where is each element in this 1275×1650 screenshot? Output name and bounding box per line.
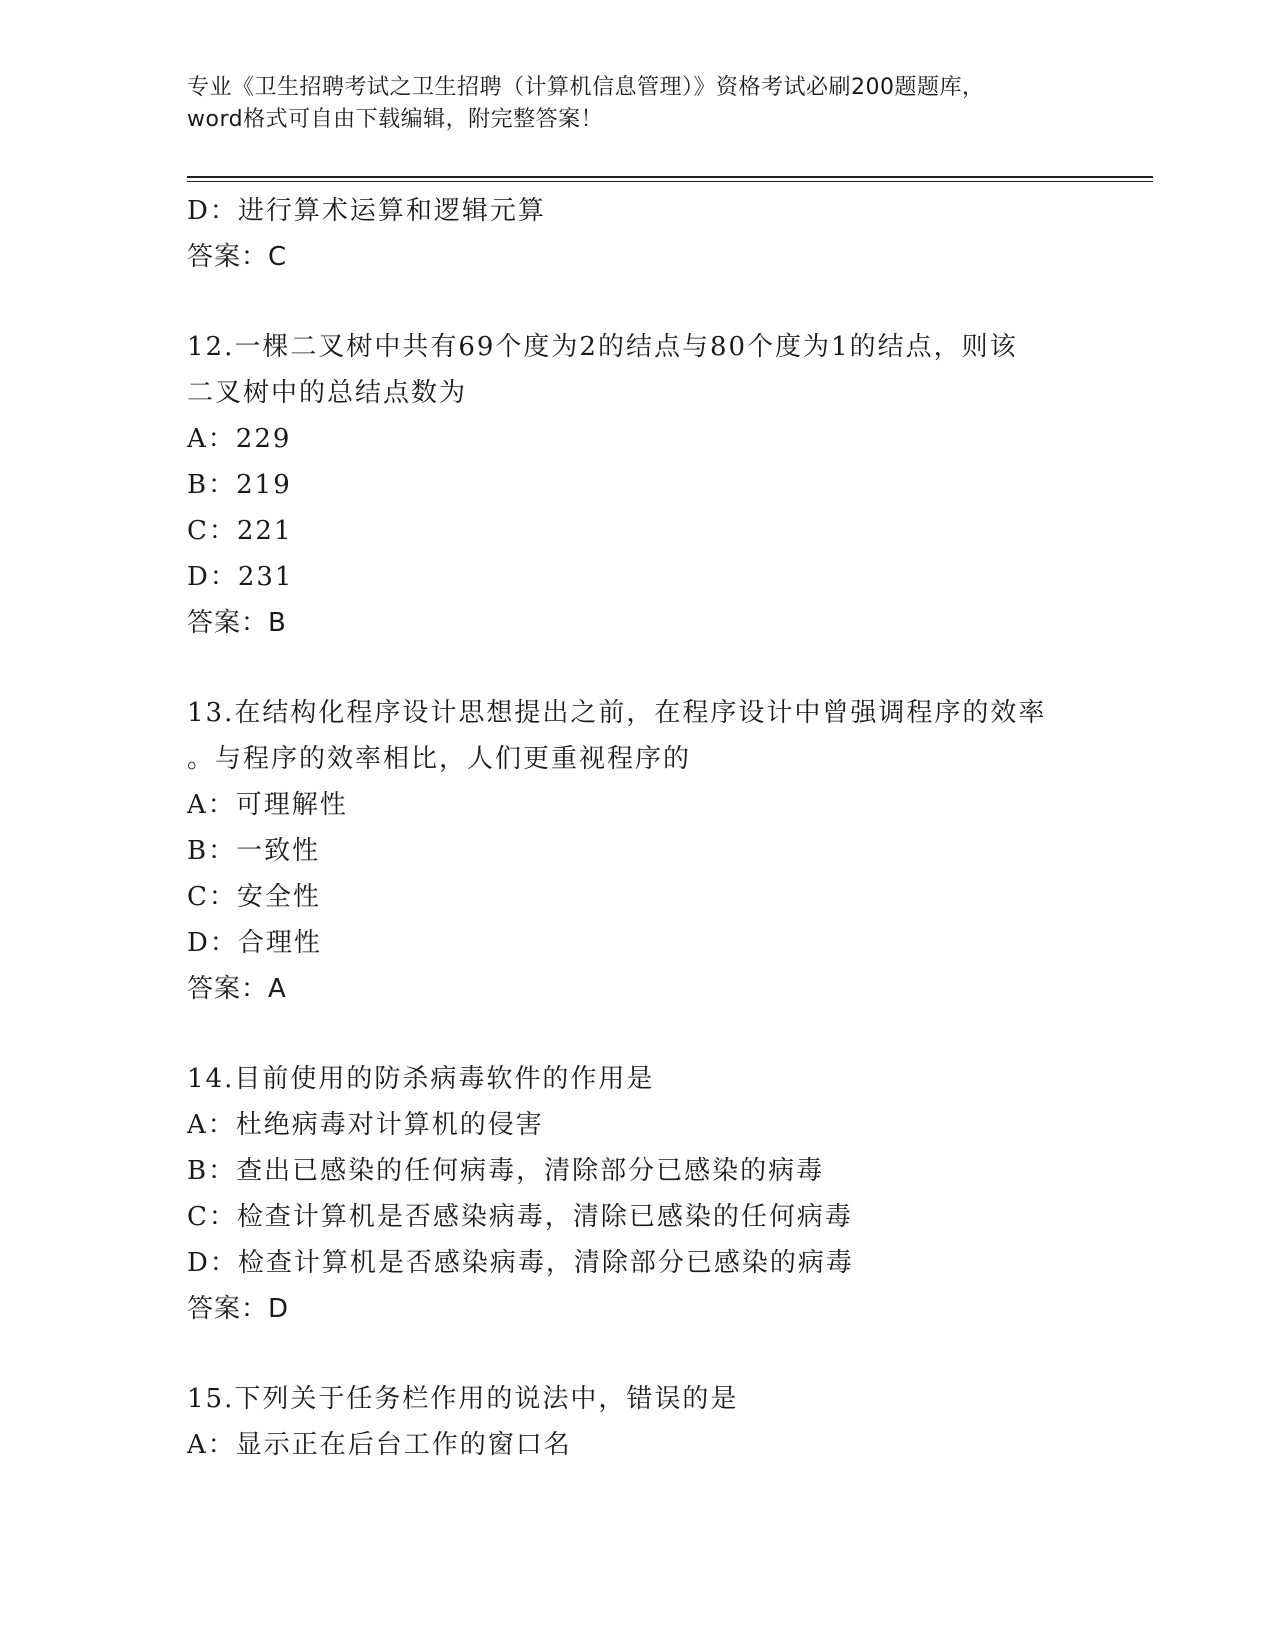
question-stem: 15.下列关于任务栏作用的说法中，错误的是 xyxy=(187,1384,739,1414)
question-list xyxy=(187,188,1107,1468)
header-line-1: 专业《卫生招聘考试之卫生招聘（计算机信息管理）》资格考试必刷200题题库， xyxy=(187,75,985,100)
question-stem: 12.一棵二叉树中共有69个度为2的结点与80个度为1的结点，则该 xyxy=(187,332,1018,362)
question-13 xyxy=(187,690,1107,1012)
option-a: A：显示正在后台工作的窗口名 xyxy=(187,1430,572,1460)
question-stem: 13.在结构化程序设计思想提出之前，在程序设计中曾强调程序的效率 xyxy=(187,698,1047,728)
question-stem-cont: 二叉树中的总结点数为 xyxy=(187,378,468,408)
option-b: B：一致性 xyxy=(187,836,321,866)
option-a: A：可理解性 xyxy=(187,790,348,820)
question-14 xyxy=(187,1056,1107,1332)
answer-line: 答案：C xyxy=(187,242,288,272)
question-stem-cont: 。与程序的效率相比，人们更重视程序的 xyxy=(187,744,692,774)
option-a: A：杜绝病毒对计算机的侵害 xyxy=(187,1110,544,1140)
question-11-fragment xyxy=(187,188,1107,280)
question-15 xyxy=(187,1376,1107,1468)
answer-line: 答案：B xyxy=(187,608,287,638)
answer-line: 答案：A xyxy=(187,974,287,1004)
question-12 xyxy=(187,324,1107,646)
option-a: A：229 xyxy=(187,424,292,454)
option-c: C：检查计算机是否感染病毒，清除已感染的任何病毒 xyxy=(187,1202,853,1232)
question-stem: 14.目前使用的防杀病毒软件的作用是 xyxy=(187,1064,655,1094)
header-line-2: word格式可自由下载编辑，附完整答案！ xyxy=(187,107,604,132)
option-d: D：检查计算机是否感染病毒，清除部分已感染的病毒 xyxy=(187,1248,854,1278)
option-d: D：进行算术运算和逻辑元算 xyxy=(187,196,546,226)
header-divider-thick xyxy=(187,176,1153,178)
answer-line: 答案：D xyxy=(187,1294,290,1324)
option-d: D：231 xyxy=(187,562,294,592)
option-c: C：221 xyxy=(187,516,293,546)
option-c: C：安全性 xyxy=(187,882,321,912)
option-d: D：合理性 xyxy=(187,928,322,958)
header-divider-thin xyxy=(187,181,1153,182)
option-b: B：219 xyxy=(187,470,292,500)
option-b: B：查出已感染的任何病毒，清除部分已感染的病毒 xyxy=(187,1156,825,1186)
document-header xyxy=(187,72,1107,136)
